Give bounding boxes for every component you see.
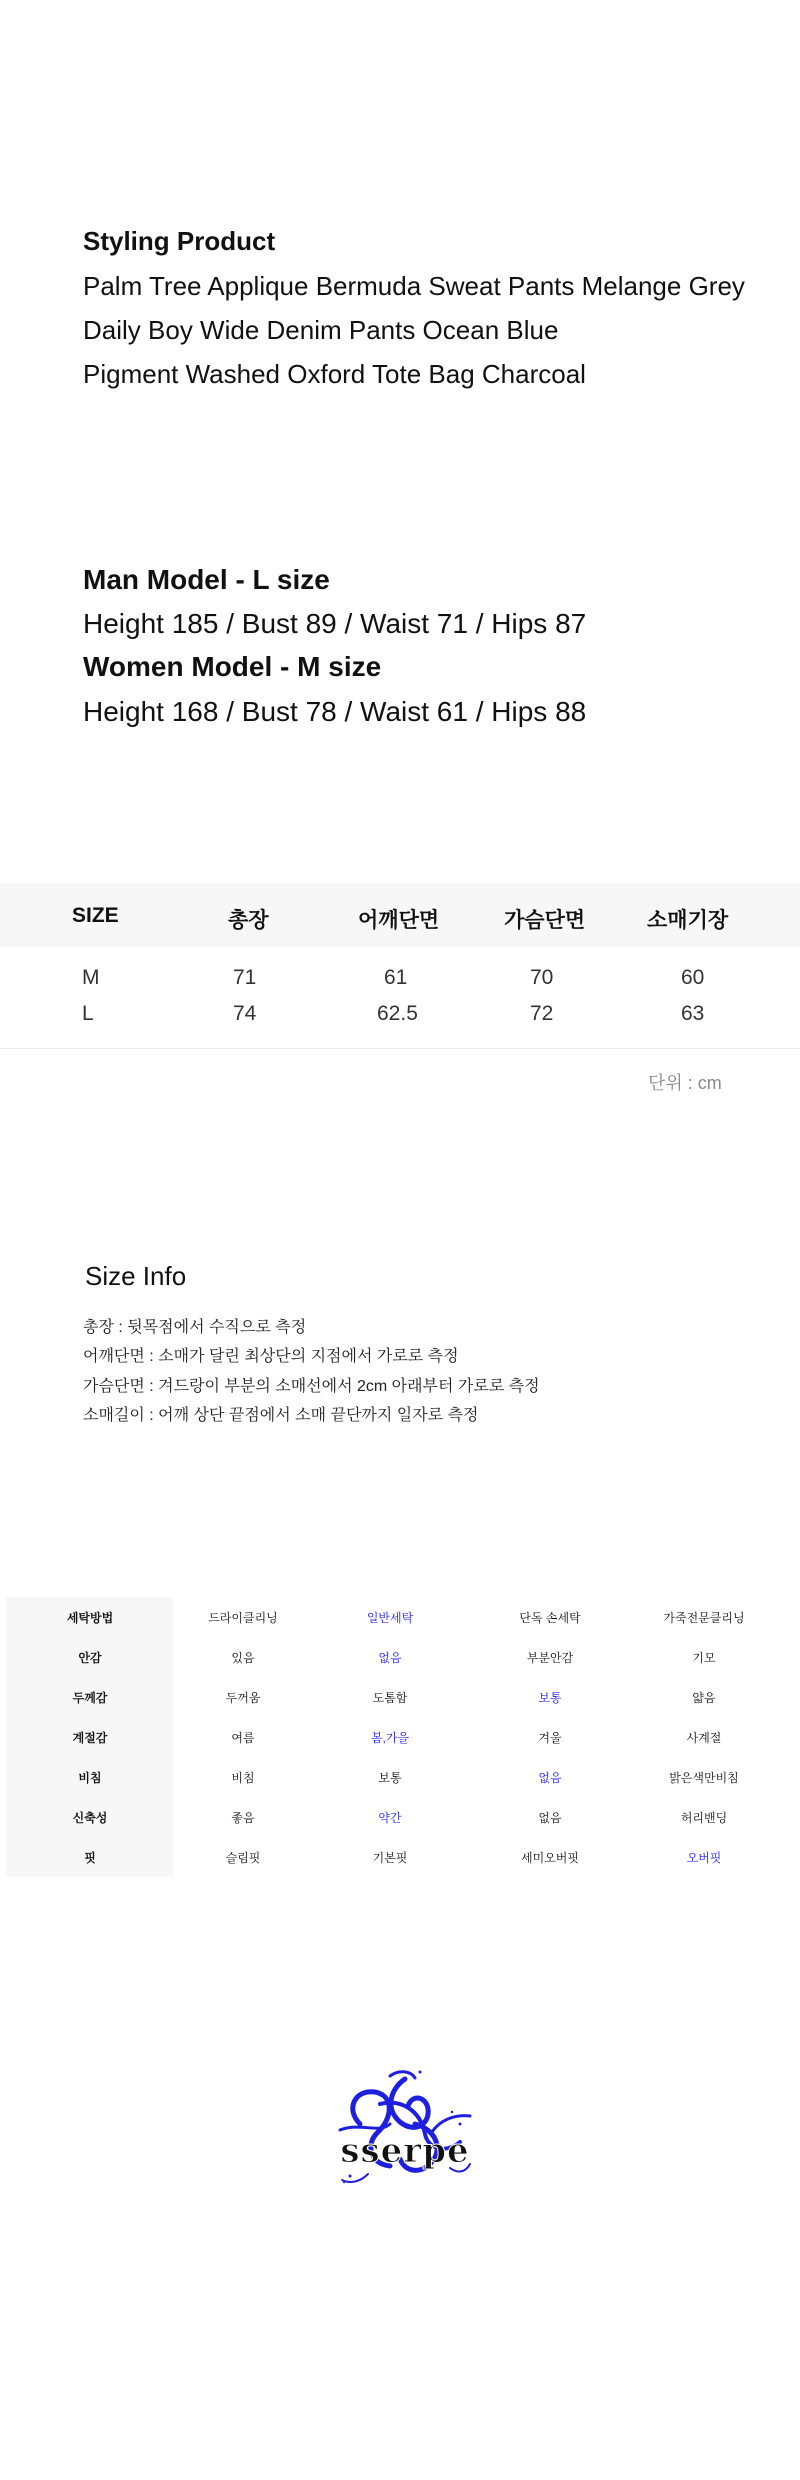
care-option: 부분안감 xyxy=(526,1651,574,1665)
care-option: 세미오버핏 xyxy=(521,1851,579,1865)
size-header-cell: 총장 xyxy=(228,909,269,932)
size-cell: M xyxy=(82,966,100,989)
care-row-label: 신축성 xyxy=(72,1811,108,1825)
care-option: 겨울 xyxy=(538,1731,562,1745)
care-row-label: 비침 xyxy=(78,1771,102,1785)
care-option: 없음 xyxy=(538,1811,562,1825)
care-option-selected: 없음 xyxy=(378,1651,402,1665)
care-option-selected: 보통 xyxy=(538,1691,562,1705)
size-cell: L xyxy=(82,1002,94,1025)
size-header-cell: 가슴단면 xyxy=(504,909,586,932)
care-option: 기본핏 xyxy=(372,1851,408,1865)
size-cell: 74 xyxy=(233,1002,257,1025)
size-table-divider xyxy=(0,1048,800,1049)
size-cell: 70 xyxy=(530,966,554,989)
styling-title: Styling Product xyxy=(83,226,276,256)
care-option-selected: 없음 xyxy=(538,1771,562,1785)
care-option-selected: 약간 xyxy=(378,1811,402,1825)
care-row-label: 계절감 xyxy=(72,1731,108,1745)
size-info-line: 어깨단면 : 소매가 달린 최상단의 지점에서 가로로 측정 xyxy=(83,1348,459,1365)
size-cell: 60 xyxy=(681,966,705,989)
size-cell: 63 xyxy=(681,1002,705,1025)
size-header-cell: 소매기장 xyxy=(647,909,729,932)
size-table-header xyxy=(0,883,800,947)
care-option: 드라이클리닝 xyxy=(208,1611,278,1625)
care-option-selected: 봄,가을 xyxy=(370,1731,410,1745)
care-option: 단독 손세탁 xyxy=(519,1611,581,1625)
care-option: 두꺼움 xyxy=(225,1691,261,1705)
care-option: 사계절 xyxy=(686,1731,722,1745)
logo-wordmark: sserpe xyxy=(340,2131,470,2171)
care-option: 허리밴딩 xyxy=(680,1811,728,1825)
care-option: 가죽전문클리닝 xyxy=(663,1611,745,1625)
care-table xyxy=(6,1597,800,1877)
care-row-label: 세탁방법 xyxy=(66,1611,114,1625)
care-option: 좋음 xyxy=(231,1811,255,1825)
size-cell: 72 xyxy=(530,1002,554,1025)
size-info-line: 총장 : 뒷목점에서 수직으로 측정 xyxy=(83,1319,307,1336)
brand-logo xyxy=(320,2064,490,2194)
women-model-title: Women Model - M size xyxy=(83,651,382,682)
care-option: 있음 xyxy=(231,1651,255,1665)
size-unit-label: 단위 : cm xyxy=(648,1073,722,1093)
care-option: 슬림핏 xyxy=(225,1851,261,1865)
care-option: 보통 xyxy=(378,1771,402,1785)
care-option: 여름 xyxy=(231,1731,255,1745)
care-option-selected: 일반세탁 xyxy=(366,1611,414,1625)
care-option: 얇음 xyxy=(692,1691,716,1705)
care-option: 기모 xyxy=(692,1651,716,1665)
serpent-logo-icon xyxy=(320,2064,490,2194)
care-option-selected: 오버핏 xyxy=(686,1851,722,1865)
care-option: 도톰함 xyxy=(372,1691,408,1705)
size-info-line: 가슴단면 : 겨드랑이 부분의 소매선에서 2cm 아래부터 가로로 측정 xyxy=(83,1378,540,1395)
size-table-row xyxy=(0,1002,800,1032)
size-cell: 62.5 xyxy=(377,1002,418,1025)
styling-item: Daily Boy Wide Denim Pants Ocean Blue xyxy=(83,315,559,345)
care-row-label: 안감 xyxy=(78,1651,102,1665)
size-header-cell: 어깨단면 xyxy=(358,909,440,932)
size-info-line: 소매길이 : 어깨 상단 끝점에서 소매 끝단까지 일자로 측정 xyxy=(83,1407,479,1424)
size-cell: 71 xyxy=(233,966,257,989)
styling-item: Palm Tree Applique Bermuda Sweat Pants Melange Grey xyxy=(83,271,745,301)
man-model-title: Man Model - L size xyxy=(83,564,330,595)
care-option: 밝은색만비침 xyxy=(669,1771,739,1785)
size-cell: 61 xyxy=(384,966,408,989)
styling-item: Pigment Washed Oxford Tote Bag Charcoal xyxy=(83,359,586,389)
size-table-row xyxy=(0,966,800,996)
women-model-measurements: Height 168 / Bust 78 / Waist 61 / Hips 88 xyxy=(83,696,587,727)
size-info-title: Size Info xyxy=(85,1261,187,1291)
care-row-label: 핏 xyxy=(84,1851,96,1865)
size-header-cell: SIZE xyxy=(72,904,119,927)
man-model-measurements: Height 185 / Bust 89 / Waist 71 / Hips 87 xyxy=(83,608,587,639)
care-option: 비침 xyxy=(231,1771,255,1785)
care-row-label: 두께감 xyxy=(72,1691,108,1705)
